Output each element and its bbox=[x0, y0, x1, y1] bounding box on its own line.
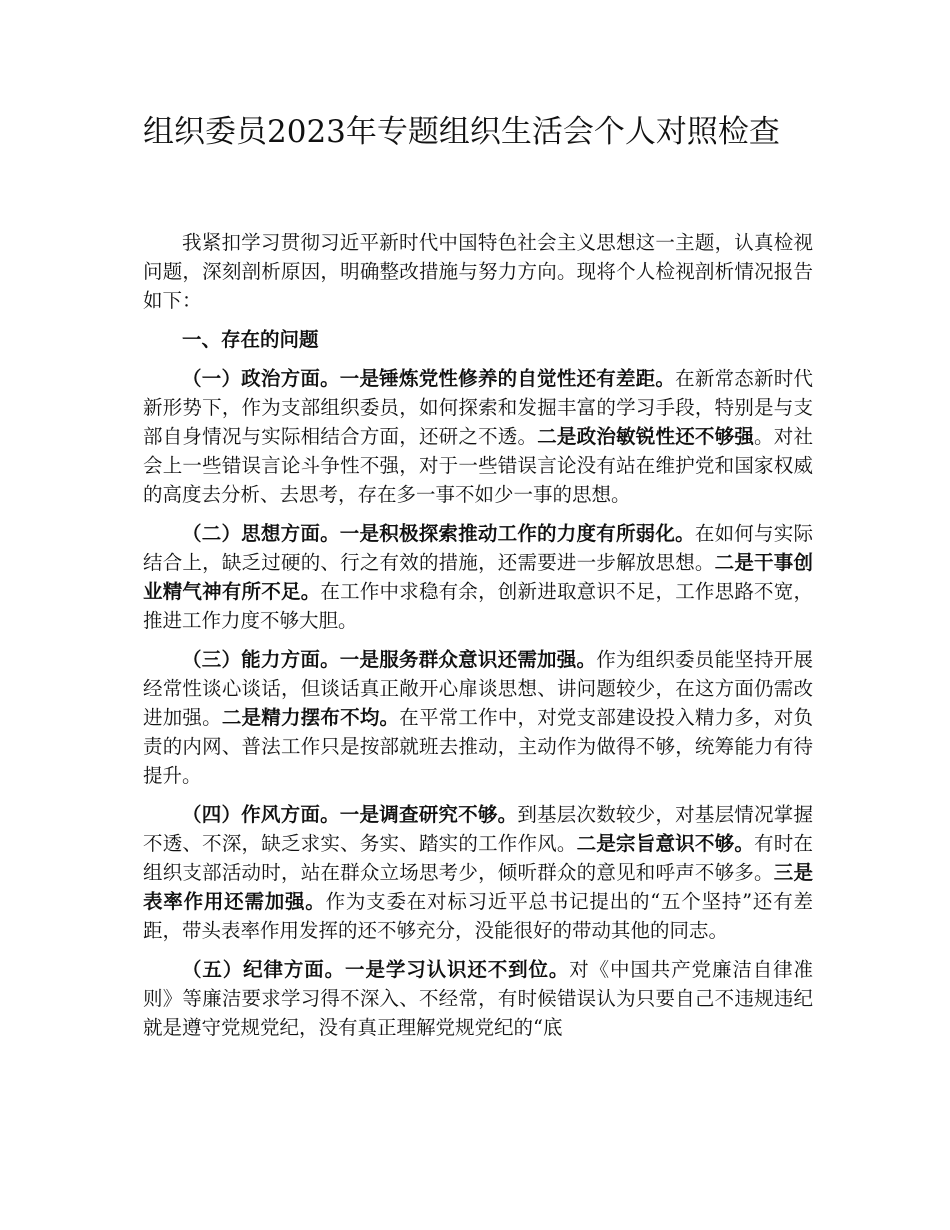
political-point-2: 二是政治敏锐性还不够强 bbox=[537, 425, 755, 448]
paragraph-discipline bbox=[143, 955, 813, 1042]
paragraph-style bbox=[143, 800, 813, 945]
intro-paragraph: 我紧扣学习贯彻习近平新时代中国特色社会主义思想这一主题，认真检视问题，深刻剖析原因，明确整改措施与努力方向。现将个人检视剖析情况报告如下： bbox=[143, 231, 813, 312]
thought-point-2: 二是干事创业精气神有所不足。 bbox=[143, 551, 813, 603]
political-lead: （一）政治方面。一是锤炼党性修养的自觉性还有差距。 bbox=[182, 367, 676, 390]
ability-point-2: 二是精力摆布不均。 bbox=[221, 706, 400, 729]
paragraph-ability bbox=[143, 645, 813, 790]
document-body bbox=[143, 228, 813, 1052]
style-point-2: 二是宗旨意识不够。 bbox=[576, 832, 755, 855]
political-text-2: 。对社会上一些错误言论斗争性不强，对于一些错误言论没有站在维护党和国家权威的高度去分析、去思考，存在多一事不如少一事的思想。 bbox=[143, 425, 813, 506]
political-text-1: 在新常态新时代新形势下，作为支部组织委员，如何探索和发掘丰富的学习手段，特别是与支部自身情况与实际相结合方面，还研之不透。 bbox=[143, 367, 813, 448]
ability-text-2: 在平常工作中，对党支部建设投入精力多，对负责的内网、普法工作只是按部就班去推动，主动作为做得不够，统筹能力有待提升。 bbox=[143, 706, 813, 787]
ability-lead: （三）能力方面。一是服务群众意识还需加强。 bbox=[182, 648, 597, 671]
style-point-3: 三是表率作用还需加强。 bbox=[143, 861, 813, 913]
section-heading-problems: 一、存在的问题 bbox=[182, 328, 319, 351]
thought-text-2: 在工作中求稳有余，创新进取意识不足，工作思路不宽，推进工作力度不够大胆。 bbox=[143, 580, 813, 632]
thought-text-1: 在如何与实际结合上，缺乏过硬的、行之有效的措施，还需要进一步解放思想。 bbox=[143, 522, 813, 574]
document-title: 组织委员2023年专题组织生活会个人对照检查 bbox=[143, 114, 780, 150]
style-text-3: 作为支委在对标习近平总书记提出的“五个坚持”还有差距，带头表率作用发挥的还不够充分，没能很好的带动其他的同志。 bbox=[143, 890, 813, 942]
paragraph-political bbox=[143, 364, 813, 509]
thought-lead: （二）思想方面。一是积极探索推动工作的力度有所弱化。 bbox=[182, 522, 695, 545]
style-text-1: 到基层次数较少，对基层情况掌握不透、不深，缺乏求实、务实、踏实的工作作风。 bbox=[143, 803, 813, 855]
style-text-2: 有时在组织支部活动时，站在群众立场思考少，倾听群众的意见和呼声不够多。 bbox=[143, 832, 813, 884]
paragraph-thought bbox=[143, 519, 813, 635]
discipline-text-1: 对《中国共产党廉洁自律准则》等廉洁要求学习得不深入、不经常，有时候错误认为只要自己不违规违纪就是遵守党规党纪，没有真正理解党规党纪的“底 bbox=[143, 958, 813, 1039]
style-lead: （四）作风方面。一是调查研究不够。 bbox=[182, 803, 518, 826]
discipline-lead: （五）纪律方面。一是学习认识还不到位。 bbox=[182, 958, 570, 981]
ability-text-1: 作为组织委员能坚持开展经常性谈心谈话，但谈话真正敞开心扉谈思想、讲问题较少，在这方面仍需改进加强。 bbox=[143, 648, 813, 729]
